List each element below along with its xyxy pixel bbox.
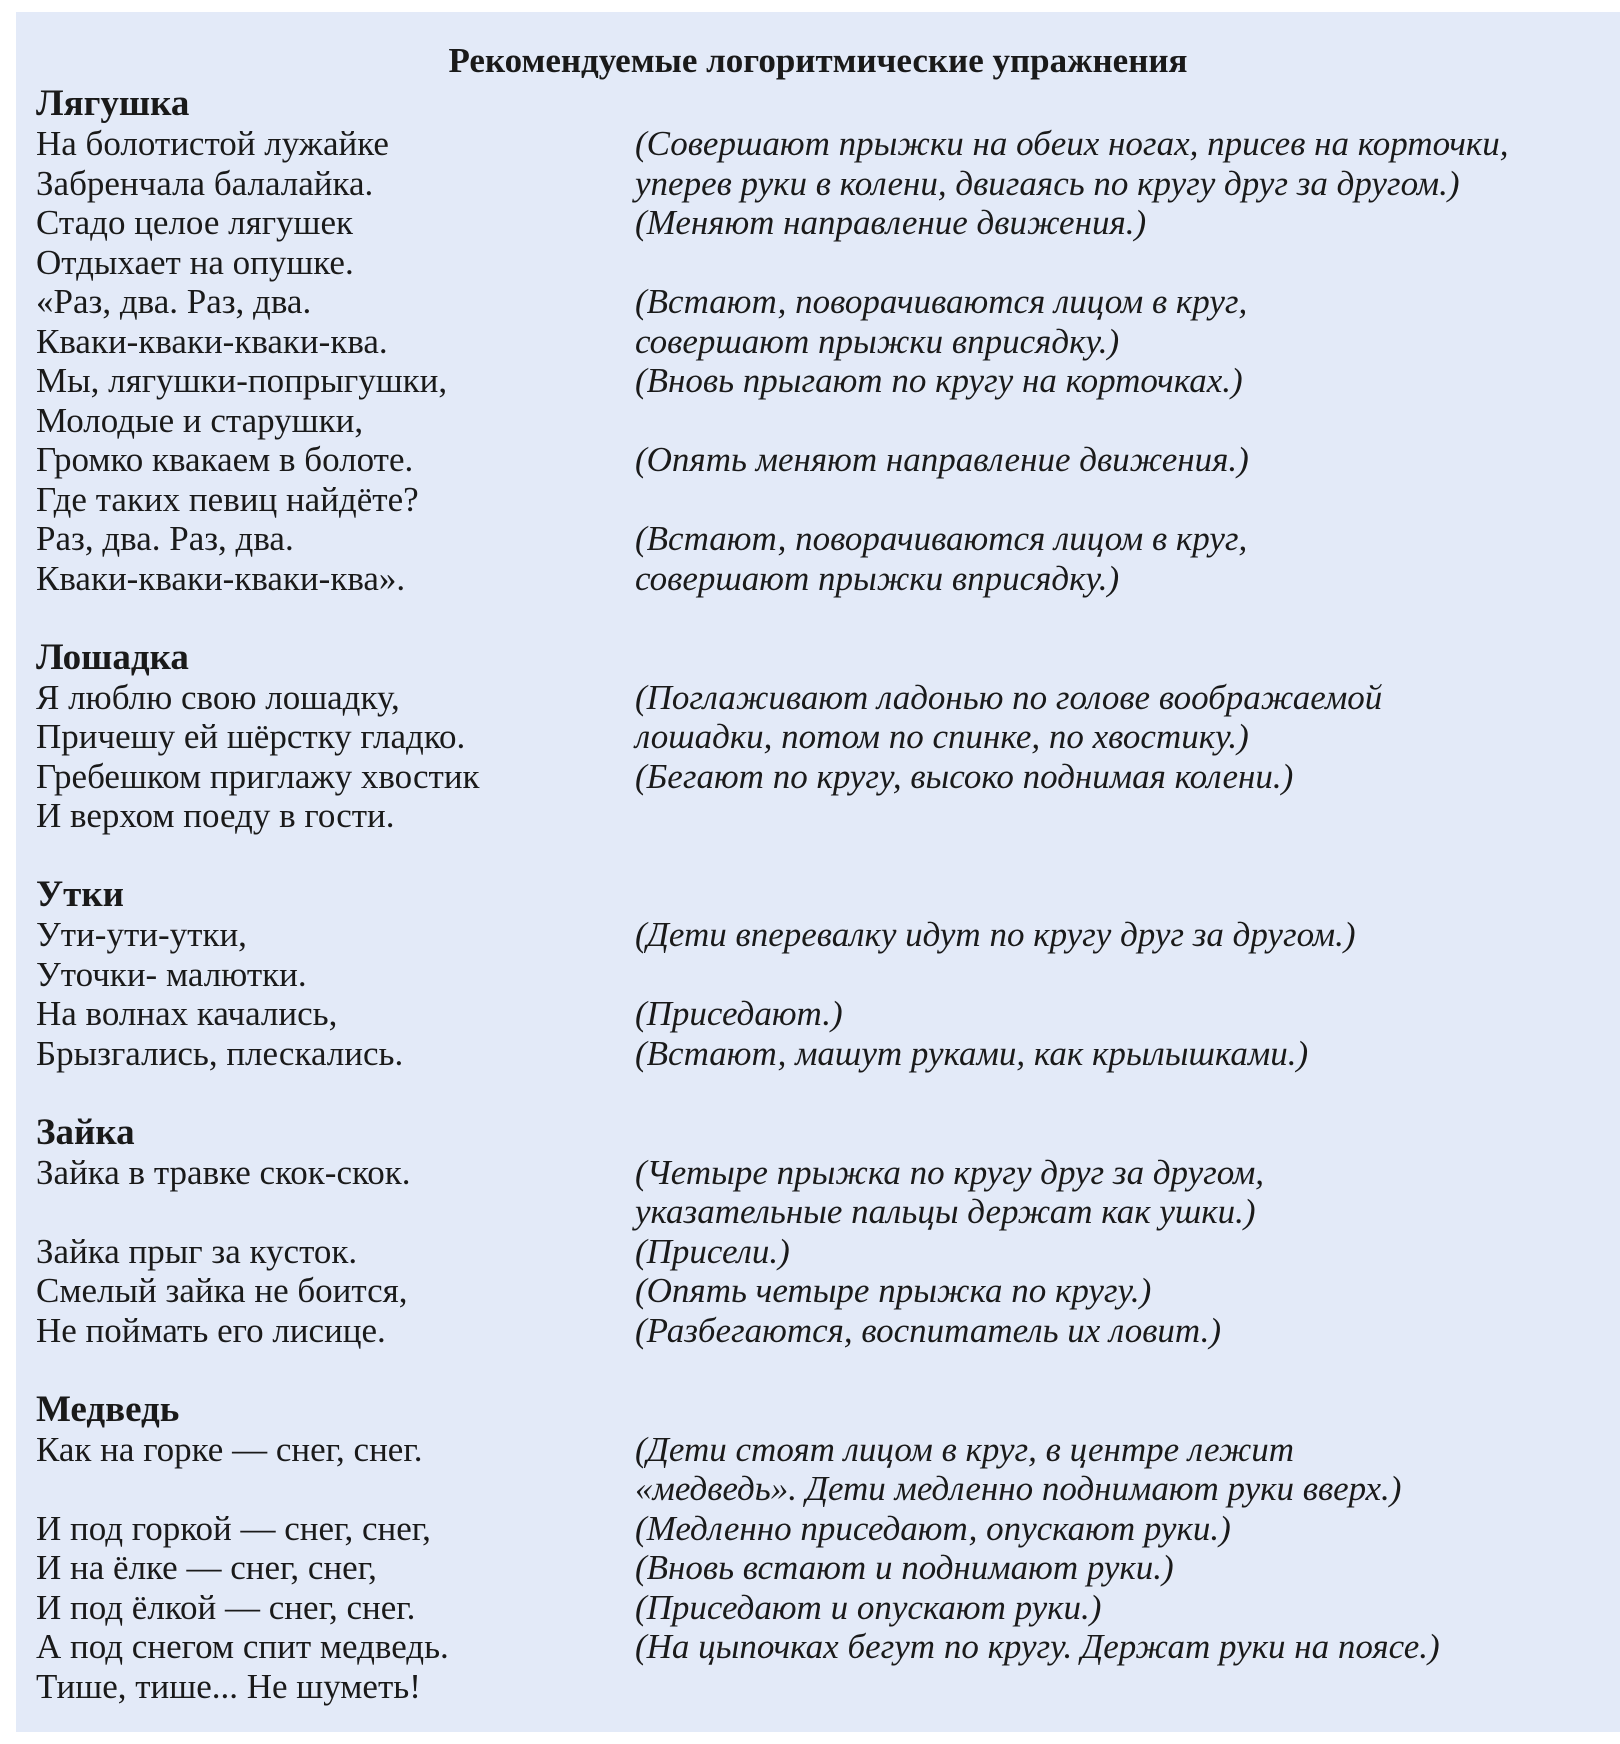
movement-instruction: совершают прыжки вприсядку.) [635,558,1120,598]
movement-instruction: (Встают, поворачиваются лицом в круг, [635,282,1248,321]
verse-row [36,559,1606,599]
movement-instruction [635,401,1606,441]
section-gap [36,836,1606,876]
verse-line: Зайка прыг за кусток. [36,1231,358,1271]
verse-line: Я люблю свою лошадку, [36,677,400,717]
exercise-sheet [16,12,1620,1732]
movement-instruction: (Встают, машут руками, как крылышками.) [635,1033,1309,1073]
verse-row [36,282,1606,322]
movement-instruction: (На цыпочках бегут по кругу. Держат руки на поясе.) [635,1627,1440,1666]
movement-instruction: (Поглаживают ладонью по голове воображаемой [635,677,1383,717]
verse-line: А под снегом спит медведь. [36,1627,449,1666]
section-gap [36,1350,1606,1390]
movement-instruction: (Дети вперевалку идут по кругу друг за другом.) [635,915,1356,954]
verse-row [36,1192,1606,1232]
movement-instruction [635,955,1606,995]
movement-instruction: (Четыре прыжка по кругу друг за другом, [635,1152,1265,1192]
verse-row [36,678,1606,718]
verse-row [36,124,1606,164]
movement-instruction: (Медленно приседают, опускают руки.) [635,1508,1231,1548]
movement-instruction: (Меняют направление движения.) [635,203,1147,242]
section-gap [36,598,1606,638]
movement-instruction [635,1667,1606,1707]
verse-line: Тише, тише... Не шуметь! [36,1666,421,1706]
verse-line: Громко квакаем в болоте. [36,440,414,479]
verse-line: Уточки- малютки. [36,954,307,994]
movement-instruction: (Вновь встают и поднимают руки.) [635,1548,1174,1587]
movement-instruction: лошадки, потом по спинке, по хвостику.) [635,717,1249,756]
verse-line: Причешу ей шёрстку гладко. [36,717,466,756]
verse-line [36,1192,635,1232]
movement-instruction: указательные пальцы держат как ушки.) [635,1192,1256,1231]
verse-row [36,796,1606,836]
section-title: Медведь [36,1388,180,1430]
movement-instruction: (Приседают и опускают руки.) [635,1587,1102,1627]
verse-line: Зайка в травке скок-скок. [36,1152,411,1192]
verse-row [36,519,1606,559]
verse-row [36,1588,1606,1628]
verse-row [36,757,1606,797]
exercise-section [36,1113,1606,1351]
exercise-list [36,84,1606,1706]
section-title: Утки [36,874,124,915]
verse-line: И под ёлкой — снег, снег. [36,1587,416,1627]
movement-instruction: (Совершают прыжки на обеих ногах, присев на корточки, [635,124,1509,163]
verse-line: Забренчала балалайка. [36,163,374,203]
verse-line: На болотистой лужайке [36,124,389,163]
verse-row [36,1232,1606,1272]
movement-instruction: (Опять четыре прыжка по кругу.) [635,1271,1152,1310]
verse-line: И верхом поеду в гости. [36,796,395,835]
verse-row [36,717,1606,757]
movement-instruction: (Бегают по кругу, высоко поднимая колени.) [635,756,1294,796]
verse-row [36,1548,1606,1588]
verse-line: Кваки-кваки-кваки-ква. [36,321,388,361]
movement-instruction: «медведь». Дети медленно поднимают руки вверх.) [635,1469,1402,1508]
movement-instruction: (Разбегаются, воспитатель их ловит.) [635,1310,1222,1350]
verse-row [36,1153,1606,1193]
verse-line: Отдыхает на опушке. [36,242,354,282]
exercise-section [36,875,1606,1073]
verse-row [36,1667,1606,1707]
verse-line: Раз, два. Раз, два. [36,519,294,558]
movement-instruction: (Вновь прыгают по кругу на корточках.) [635,361,1243,400]
movement-instruction: (Присели.) [635,1231,790,1271]
exercise-section [36,638,1606,836]
movement-instruction: (Дети стоят лицом в круг, в центре лежит [635,1429,1295,1469]
movement-instruction: уперев руки в колени, двигаясь по кругу друг за другом.) [635,163,1460,203]
verse-line: Стадо целое лягушек [36,203,354,242]
verse-line: Гребешком приглажу хвостик [36,756,480,796]
exercise-section [36,1390,1606,1707]
verse-row [36,1311,1606,1351]
movement-instruction: (Опять меняют направление движения.) [635,440,1249,479]
movement-instruction [635,243,1606,283]
section-gap [36,1073,1606,1113]
verse-row [36,955,1606,995]
movement-instruction: (Приседают.) [635,994,843,1033]
verse-line: Ути-ути-утки, [36,915,247,954]
verse-row [36,440,1606,480]
movement-instruction [635,480,1606,520]
verse-line [36,1469,635,1509]
movement-instruction: (Встают, поворачиваются лицом в круг, [635,519,1248,558]
verse-row [36,480,1606,520]
exercise-section [36,84,1606,598]
verse-row [36,164,1606,204]
verse-row [36,322,1606,362]
verse-row [36,1271,1606,1311]
verse-line: На волнах качались, [36,994,338,1033]
verse-line: Не поймать его лисице. [36,1310,386,1350]
verse-line: «Раз, два. Раз, два. [36,282,312,321]
section-title: Лошадка [36,636,189,678]
verse-row [36,401,1606,441]
verse-line: Мы, лягушки-попрыгушки, [36,361,448,400]
verse-row [36,243,1606,283]
verse-row [36,1509,1606,1549]
verse-row [36,915,1606,955]
verse-row [36,361,1606,401]
verse-line: И под горкой — снег, снег, [36,1508,431,1548]
section-title: Зайка [36,1111,135,1153]
verse-line: Молодые и старушки, [36,400,364,440]
verse-line: Где таких певиц найдёте? [36,479,419,519]
verse-line: Как на горке — снег, снег. [36,1429,423,1469]
verse-row [36,1034,1606,1074]
movement-instruction: совершают прыжки вприсядку.) [635,321,1120,361]
movement-instruction [635,796,1606,836]
verse-line: Кваки-кваки-кваки-ква». [36,558,406,598]
verse-row [36,1469,1606,1509]
verse-line: Смелый зайка не боится, [36,1271,408,1310]
verse-line: И на ёлке — снег, снег, [36,1548,377,1587]
verse-row [36,203,1606,243]
page-title: Рекомендуемые логоритмические упражнения [448,41,1188,80]
section-title: Лягушка [36,83,190,124]
verse-line: Брызгались, плескались. [36,1033,404,1073]
verse-row [36,1430,1606,1470]
verse-row [36,994,1606,1034]
verse-row [36,1627,1606,1667]
